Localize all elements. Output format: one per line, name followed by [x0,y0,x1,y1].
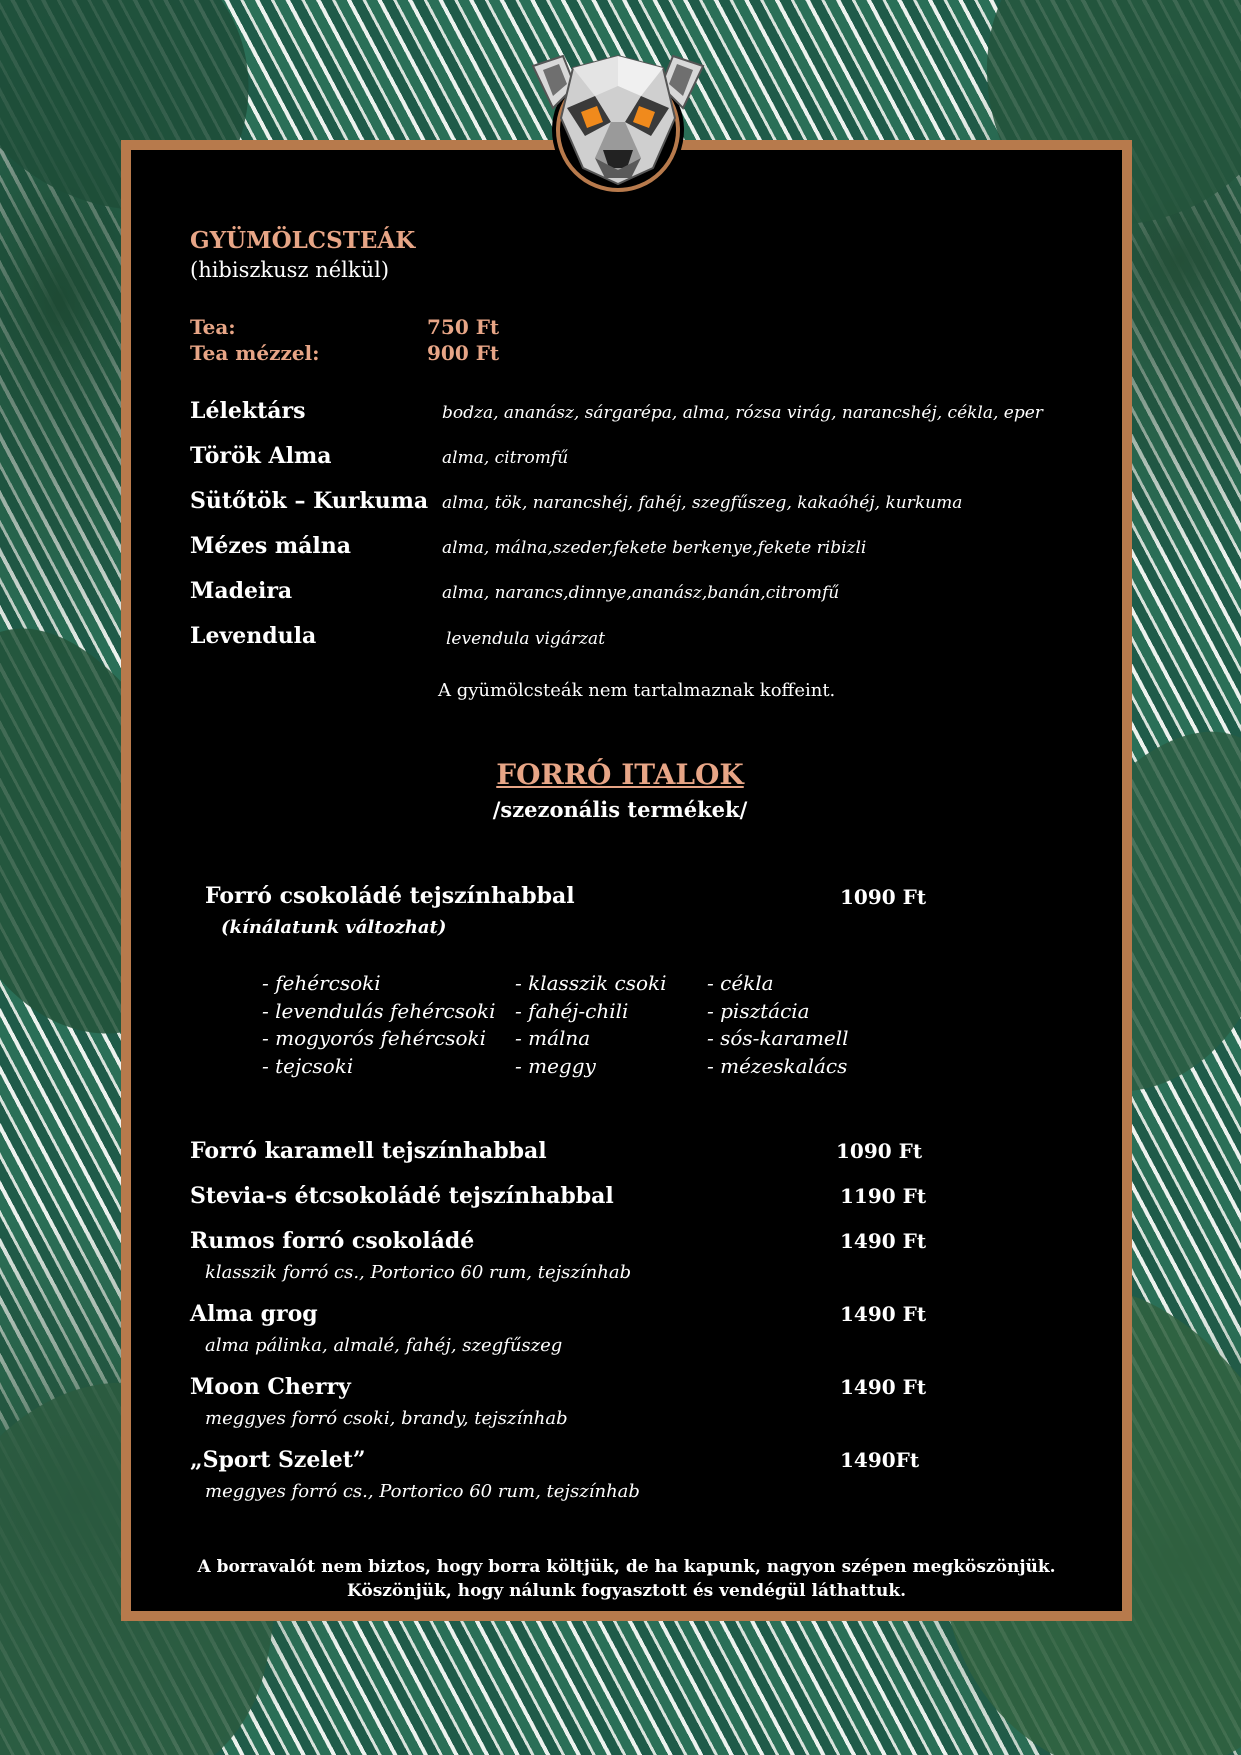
tea-item-ingredients: alma, narancs,dinnye,ananász,banán,citromfű [442,583,840,603]
tea-item-ingredients: levendula vigárzat [446,629,606,649]
hot-drink-name: „Sport Szelet” [190,1447,366,1473]
tea-item-ingredients: alma, málna,szeder,fekete berkenye,fekete ribizli [442,538,867,558]
hot-chocolate-note: (kínálatunk változhat) [221,917,447,938]
hot-chocolate-price: 1090 Ft [840,885,927,909]
chocolate-variant: - cékla [707,971,774,995]
chocolate-variant: - málna [515,1026,591,1050]
tea-honey-price-value: 900 Ft [427,341,500,365]
tea-honey-price-label: Tea mézzel: [190,341,320,365]
hot-drink-price: 1090 Ft [836,1139,923,1163]
hot-drink-name: Stevia-s étcsokoládé tejszínhabbal [190,1183,614,1209]
tea-item-name: Madeira [190,578,293,604]
tea-item-name: Levendula [190,623,317,649]
chocolate-variant: - fahéj-chili [515,998,629,1023]
tea-item-name: Sütőtök – Kurkuma [190,488,429,514]
hot-drink-price: 1490 Ft [840,1229,927,1253]
hot-drink-name: Alma grog [190,1301,318,1327]
hot-drink-desc: klasszik forró cs., Portorico 60 rum, tejszínhab [205,1262,632,1283]
hot-drink-price: 1490 Ft [840,1302,927,1326]
hot-drink-price: 1490 Ft [840,1375,927,1399]
tea-price-label: Tea: [190,315,236,339]
hot-drink-desc: meggyes forró cs., Portorico 60 rum, tejszínhab [205,1481,640,1502]
chocolate-variant: - levendulás fehércsoki [262,998,496,1023]
chocolate-variant: - tejcsoki [262,1053,354,1078]
tea-item-ingredients: alma, citromfű [442,448,569,468]
hot-drink-price: 1490Ft [840,1448,920,1472]
hot-drink-name: Rumos forró csokoládé [190,1228,475,1254]
hot-drink-name: Moon Cherry [190,1374,351,1400]
hot-drink-desc: meggyes forró csoki, brandy, tejszínhab [205,1408,568,1429]
caffeine-note: A gyümölcsteák nem tartalmaznak koffeint. [438,680,836,701]
chocolate-variant: - mogyorós fehércsoki [262,1026,487,1050]
hot-drink-desc: alma pálinka, almalé, fahéj, szegfűszeg [205,1335,563,1356]
chocolate-variant: - pisztácia [707,998,810,1023]
tea-price-value: 750 Ft [427,315,500,339]
chocolate-variant: - fehércsoki [262,971,381,995]
hot-drink-name: Forró karamell tejszínhabbal [190,1138,547,1164]
chocolate-variant: - meggy [515,1053,596,1078]
tea-item-name: Török Alma [190,443,332,469]
chocolate-variant: - sós-karamell [707,1026,849,1050]
hot-drink-price: 1190 Ft [840,1184,927,1208]
tea-item-name: Lélektárs [190,398,306,424]
hot-chocolate-name: Forró csokoládé tejszínhabbal [205,883,575,909]
tea-item-ingredients: bodza, ananász, sárgarépa, alma, rózsa virág, narancshéj, cékla, eper [442,403,1043,423]
hot-drinks-title: FORRÓ ITALOK [496,758,744,791]
lemur-head-icon [523,38,713,196]
fruit-teas-title: GYÜMÖLCSTEÁK [190,227,416,254]
fruit-teas-subtitle: (hibiszkusz nélkül) [190,258,390,282]
chocolate-variant: - klasszik csoki [515,971,667,995]
footer-thanks: Köszönjük, hogy nálunk fogyasztott és vendégül láthattuk. [346,1581,907,1601]
hot-drinks-subtitle: /szezonális termékek/ [492,797,748,822]
chocolate-variant: - mézeskalács [707,1053,848,1078]
footer-tip-note: A borravalót nem biztos, hogy borra költjük, de ha kapunk, nagyon szépen megköszönjük. [197,1557,1056,1577]
tea-item-name: Mézes málna [190,533,352,559]
tea-item-ingredients: alma, tök, narancshéj, fahéj, szegfűszeg, kakaóhéj, kurkuma [442,493,963,513]
